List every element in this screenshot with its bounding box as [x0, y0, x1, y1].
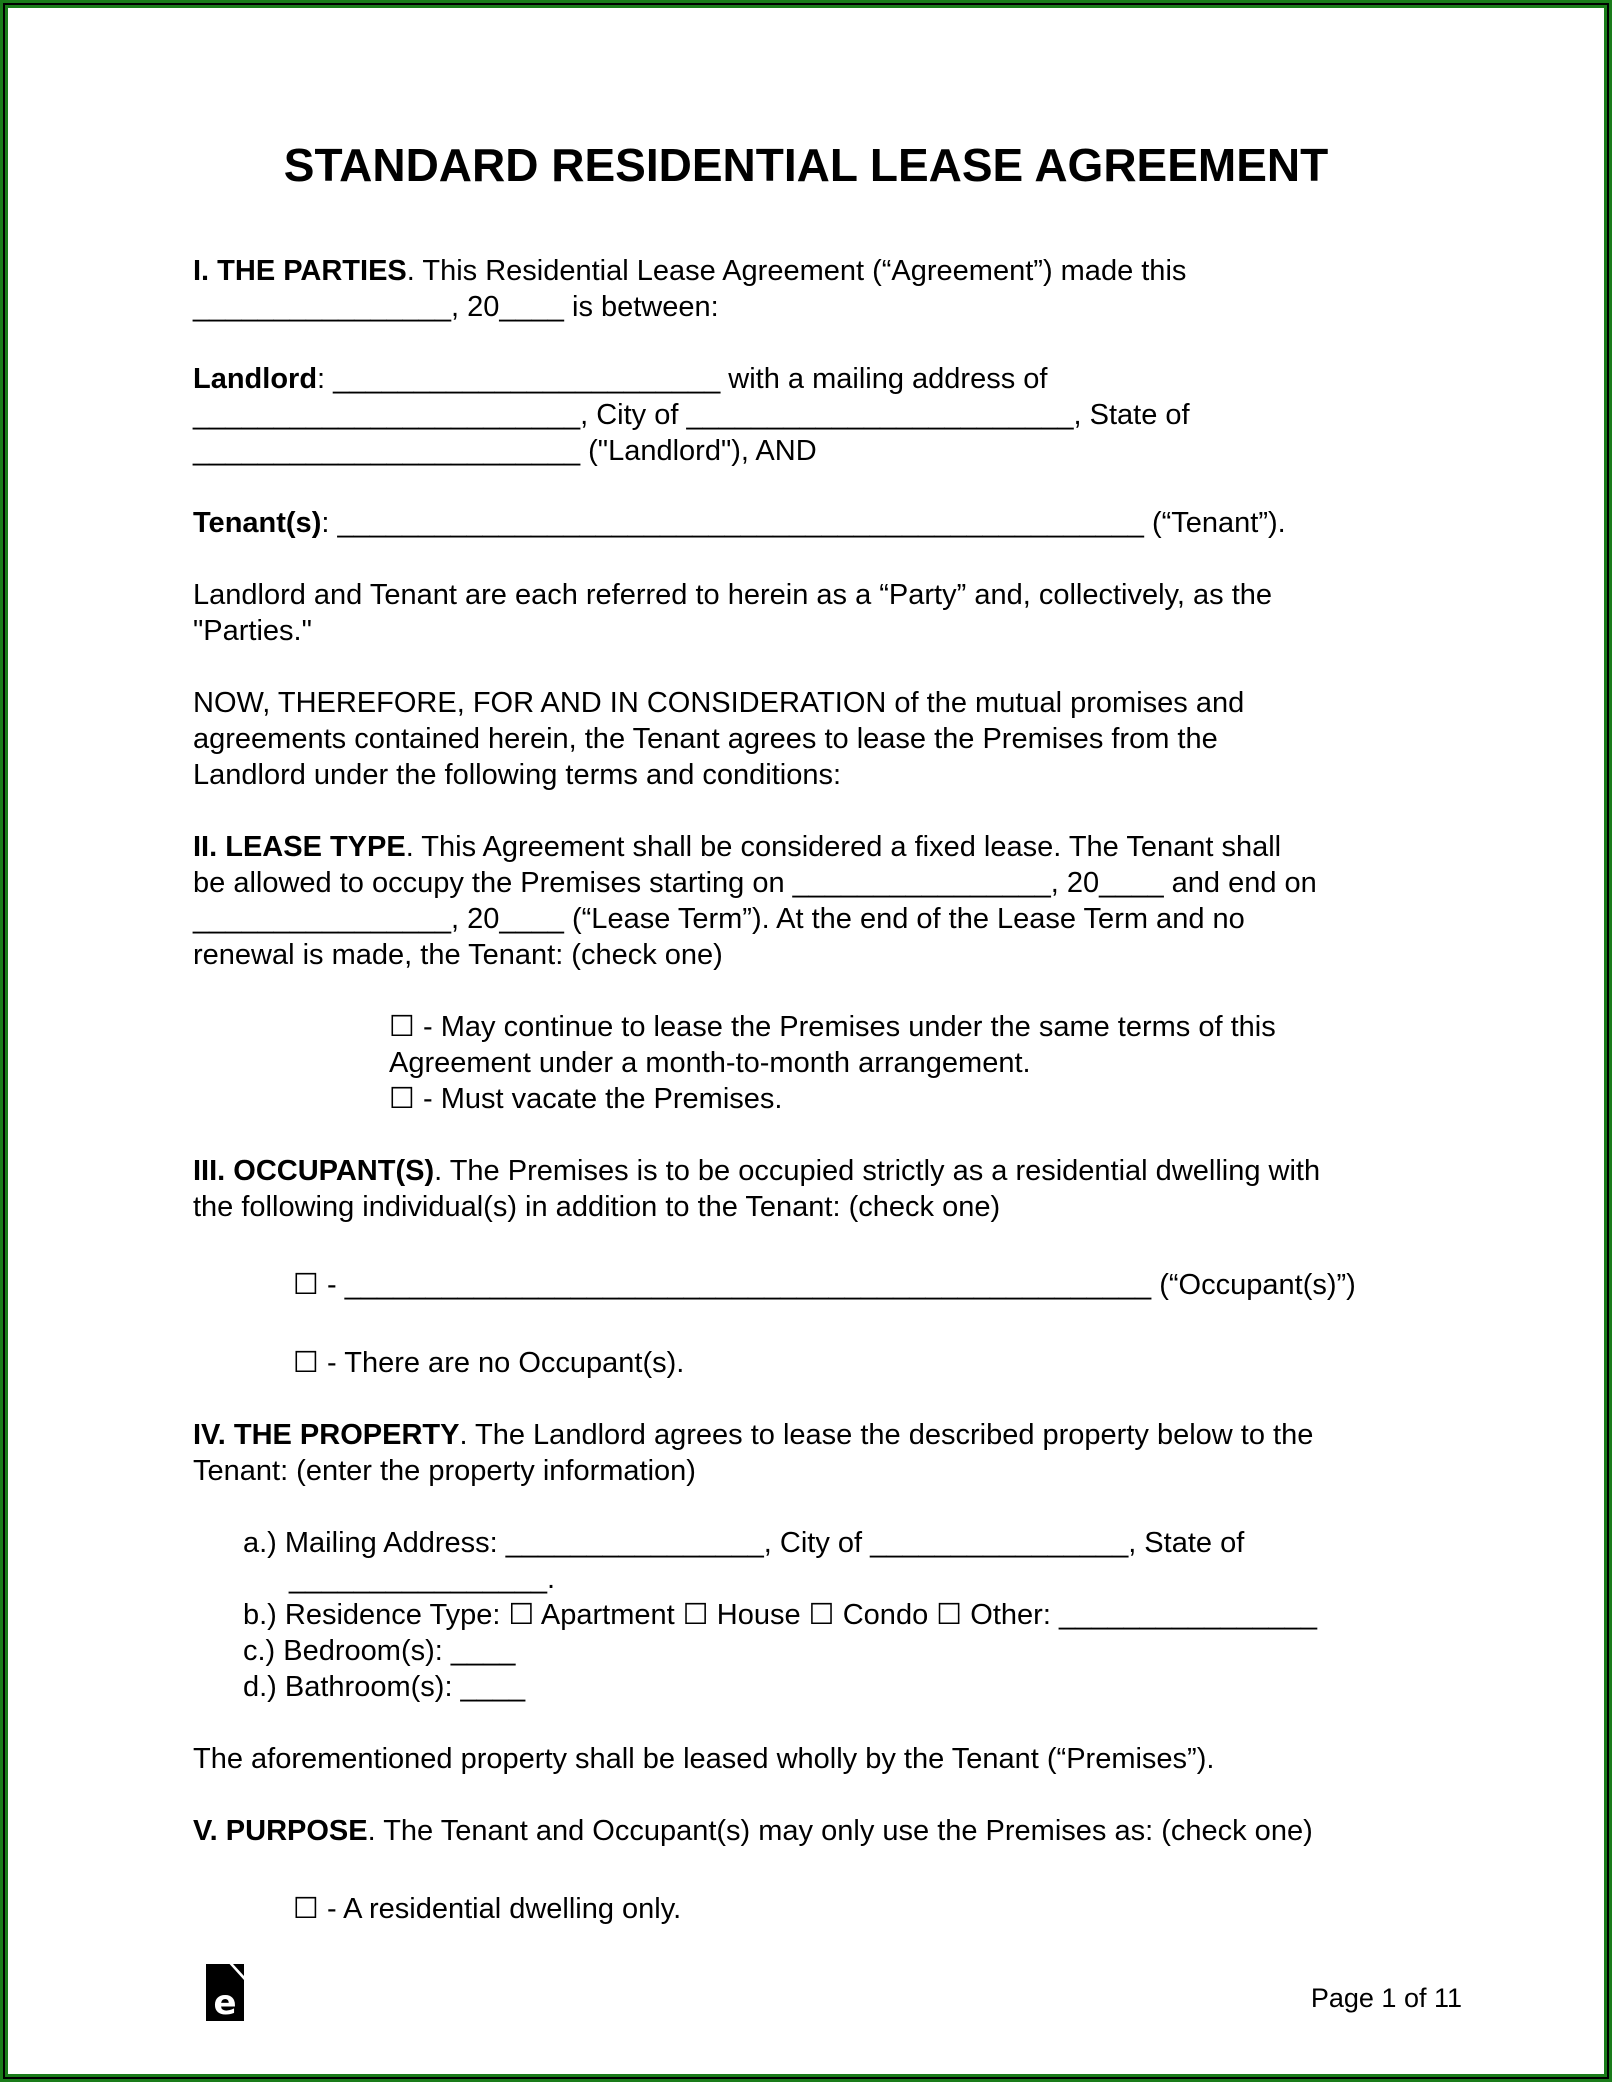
- text-span: . The Landlord agrees to lease the described property below to the: [459, 1419, 1314, 1451]
- text-line-date-blank: ________________, 20____ is between:: [193, 291, 719, 323]
- text-span: . The Tenant and Occupant(s) may only use the Premises as: (check one): [367, 1815, 1313, 1847]
- page-indicator: Page 1 of 11: [1310, 1983, 1462, 2013]
- text-line: [193, 829, 1419, 865]
- text-line: Landlord under the following terms and conditions:: [193, 759, 842, 791]
- section-heading-purpose: V. PURPOSE: [193, 1815, 368, 1847]
- tenant-name-blank: : __________________________________________________ (“Tenant”).: [321, 507, 1286, 539]
- property-item-mailing-address: [243, 1525, 1419, 1597]
- text-line: [193, 253, 1419, 289]
- paragraph-landlord: [193, 361, 1419, 469]
- text-line: agreements contained herein, the Tenant agrees to lease the Premises from the: [193, 723, 1218, 755]
- text-line: Tenant: (enter the property information): [193, 1455, 696, 1487]
- text-line: [193, 505, 1419, 541]
- section-property: [193, 1417, 1419, 1489]
- purpose-option-residential: [293, 1891, 1419, 1927]
- text-line: the following individual(s) in addition to the Tenant: (check one): [193, 1191, 1001, 1223]
- text-line: renewal is made, the Tenant: (check one): [193, 939, 723, 971]
- checkbox-option-line: Agreement under a month-to-month arrangement.: [389, 1047, 1031, 1079]
- document-title: STANDARD RESIDENTIAL LEASE AGREEMENT: [283, 139, 1329, 191]
- text-span: . The Premises is to be occupied strictly as a residential dwelling with: [434, 1155, 1321, 1187]
- paragraph-tenant: [193, 505, 1419, 541]
- section-heading-parties: I. THE PARTIES: [193, 255, 407, 287]
- lease-type-option-month-to-month: [389, 1009, 1419, 1081]
- paragraph-consideration: [193, 685, 1419, 793]
- occupants-option-names: [293, 1267, 1419, 1303]
- text-span: . This Residential Lease Agreement (“Agreement”) made this: [406, 255, 1187, 287]
- property-state-blank: ________________.: [289, 1563, 556, 1595]
- text-line: [193, 1417, 1419, 1453]
- text-line: NOW, THEREFORE, FOR AND IN CONSIDERATION of the mutual promises and: [193, 687, 1245, 719]
- lease-end-blank: ________________, 20____ (“Lease Term”). At the end of the Lease Term and no: [193, 903, 1245, 935]
- landlord-name-blank: : ________________________ with a mailing address of: [317, 363, 1048, 395]
- label-landlord: Landlord: [193, 363, 318, 395]
- property-item-bathrooms: [243, 1669, 1419, 1705]
- text-line: [193, 361, 1419, 397]
- section-parties: [193, 253, 1419, 325]
- checkbox-option-line: ☐ - There are no Occupant(s).: [293, 1347, 685, 1379]
- logo-letter: e: [213, 1983, 237, 2023]
- landlord-address-blank: ________________________, City of ________________________, State of: [193, 399, 1190, 431]
- paragraph-parties-note: [193, 577, 1419, 649]
- section-heading-lease-type: II. LEASE TYPE: [193, 831, 406, 863]
- property-address-blank: a.) Mailing Address: ________________, City of ________________, State of: [243, 1527, 1245, 1559]
- checkbox-option-line: ☐ - Must vacate the Premises.: [389, 1083, 783, 1115]
- text-span: . This Agreement shall be considered a fixed lease. The Tenant shall: [405, 831, 1282, 863]
- bathrooms-blank: d.) Bathroom(s): ____: [243, 1671, 526, 1703]
- checkbox-option-line: ☐ - __________________________________________________ (“Occupant(s)”): [293, 1269, 1356, 1301]
- section-heading-property: IV. THE PROPERTY: [193, 1419, 460, 1451]
- paragraph-premises-note: [193, 1741, 1419, 1777]
- text-line: Landlord and Tenant are each referred to herein as a “Party” and, collectively, as the: [193, 579, 1273, 611]
- lease-start-blank: be allowed to occupy the Premises starting on ________________, 20____ and end on: [193, 867, 1317, 899]
- occupants-option-none: [293, 1345, 1419, 1381]
- text-line: "Parties.": [193, 615, 312, 647]
- section-heading-occupants: III. OCCUPANT(S): [193, 1155, 435, 1187]
- section-occupants: [193, 1153, 1419, 1225]
- eforms-logo: [206, 1964, 244, 2021]
- property-detail-list: [193, 1525, 1419, 1705]
- lease-type-option-vacate: [389, 1081, 1419, 1117]
- text-line: [193, 1813, 1419, 1849]
- property-item-residence-type: [243, 1597, 1419, 1633]
- section-purpose: [193, 1813, 1419, 1849]
- checkbox-option-line: ☐ - A residential dwelling only.: [293, 1893, 682, 1925]
- section-lease-type: [193, 829, 1419, 973]
- document-content: [3, 3, 1609, 1927]
- residence-type-options-line: b.) Residence Type: ☐ Apartment ☐ House ☐ Condo ☐ Other: ________________: [243, 1599, 1318, 1631]
- property-item-bedrooms: [243, 1633, 1419, 1669]
- label-tenant: Tenant(s): [193, 507, 322, 539]
- landlord-state-blank: ________________________ ("Landlord"), AND: [193, 435, 817, 467]
- text-line: [193, 1153, 1419, 1189]
- checkbox-option-line: ☐ - May continue to lease the Premises under the same terms of this: [389, 1011, 1276, 1043]
- text-line: The aforementioned property shall be leased wholly by the Tenant (“Premises”).: [193, 1743, 1215, 1775]
- bedrooms-blank: c.) Bedroom(s): ____: [243, 1635, 516, 1667]
